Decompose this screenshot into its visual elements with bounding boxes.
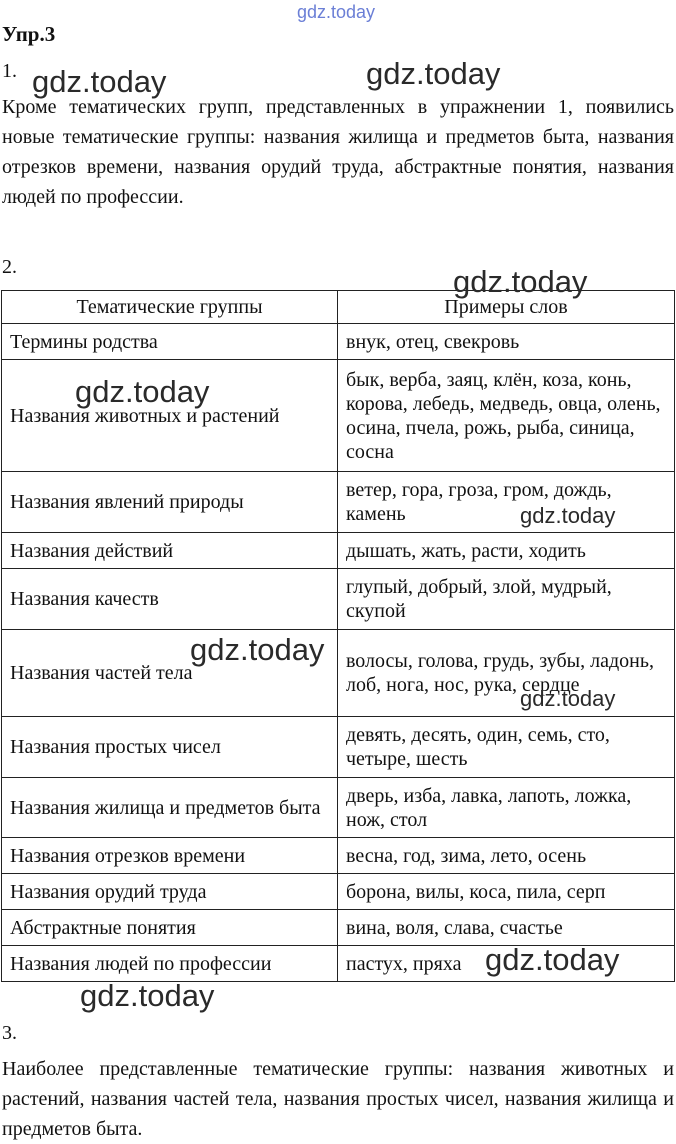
table-row — [2, 569, 675, 630]
watermark: gdz.today — [75, 374, 210, 409]
exercise-title: Упр.3 — [2, 22, 56, 46]
watermark: gdz.today — [366, 56, 501, 91]
column-header-groups: Тематические группы — [2, 291, 338, 324]
group-cell: Абстрактные понятия — [2, 910, 338, 946]
table-row — [2, 778, 675, 838]
group-cell: Названия частей тела — [2, 630, 338, 717]
table-row — [2, 838, 675, 874]
table-row — [2, 910, 675, 946]
watermark: gdz.today — [453, 264, 588, 299]
group-cell: Названия людей по профессии — [2, 946, 338, 982]
section-3-number: 3. — [2, 1022, 17, 1044]
examples-cell: ветер, гора, гроза, гром, дождь, камень — [338, 472, 675, 533]
section-3-text: Наиболее представленные тематические группы: названия животных и растений, названия частей тела, названия простых чисел, названия жилища и предметов быта. — [2, 1058, 674, 1140]
watermark: gdz.today — [80, 978, 215, 1013]
examples-cell: внук, отец, свекровь — [338, 324, 675, 360]
section-2-number: 2. — [2, 256, 17, 278]
table-row — [2, 533, 675, 569]
examples-cell: волосы, голова, грудь, зубы, ладонь, лоб, нога, нос, рука, сердце — [338, 630, 675, 717]
examples-cell: дышать, жать, расти, ходить — [338, 533, 675, 569]
examples-cell: весна, год, зима, лето, осень — [338, 838, 675, 874]
group-cell: Названия отрезков времени — [2, 838, 338, 874]
section-1-text: Кроме тематических групп, представленных в упражнении 1, появились новые тематические группы: названия жилища и предметов быта, названия отрезков времени, названия орудий труда, абстрактные понятия, названия людей по профессии. — [2, 96, 674, 208]
examples-cell: дверь, изба, лавка, лапоть, ложка, нож, стол — [338, 778, 675, 838]
group-cell: Названия простых чисел — [2, 717, 338, 778]
watermark: gdz.today — [32, 64, 167, 99]
group-cell: Названия качеств — [2, 569, 338, 630]
group-cell: Названия действий — [2, 533, 338, 569]
table-row — [2, 717, 675, 778]
watermark: gdz.today — [520, 503, 616, 528]
examples-cell: борона, вилы, коса, пила, серп — [338, 874, 675, 910]
examples-cell: девять, десять, один, семь, сто, четыре, шесть — [338, 717, 675, 778]
group-cell: Термины родства — [2, 324, 338, 360]
watermark: gdz.today — [485, 942, 620, 977]
examples-cell: бык, верба, заяц, клён, коза, конь, корова, лебедь, медведь, овца, олень, осина, пчела, рожь, рыба, синица, сосна — [338, 360, 675, 472]
watermark: gdz.today — [520, 686, 616, 711]
watermark: gdz.today — [190, 632, 325, 667]
examples-cell: глупый, добрый, злой, мудрый, скупой — [338, 569, 675, 630]
group-cell: Названия жилища и предметов быта — [2, 778, 338, 838]
watermark: gdz.today — [297, 2, 376, 22]
table-row — [2, 324, 675, 360]
section-1-number: 1. — [2, 60, 17, 82]
table-row — [2, 874, 675, 910]
group-cell: Названия явлений природы — [2, 472, 338, 533]
group-cell: Названия орудий труда — [2, 874, 338, 910]
group-cell: Названия животных и растений — [2, 360, 338, 472]
examples-cell: вина, воля, слава, счастье — [338, 910, 675, 946]
column-header-examples: Примеры слов — [338, 291, 675, 324]
examples-cell: пастух, пряха — [338, 946, 675, 982]
